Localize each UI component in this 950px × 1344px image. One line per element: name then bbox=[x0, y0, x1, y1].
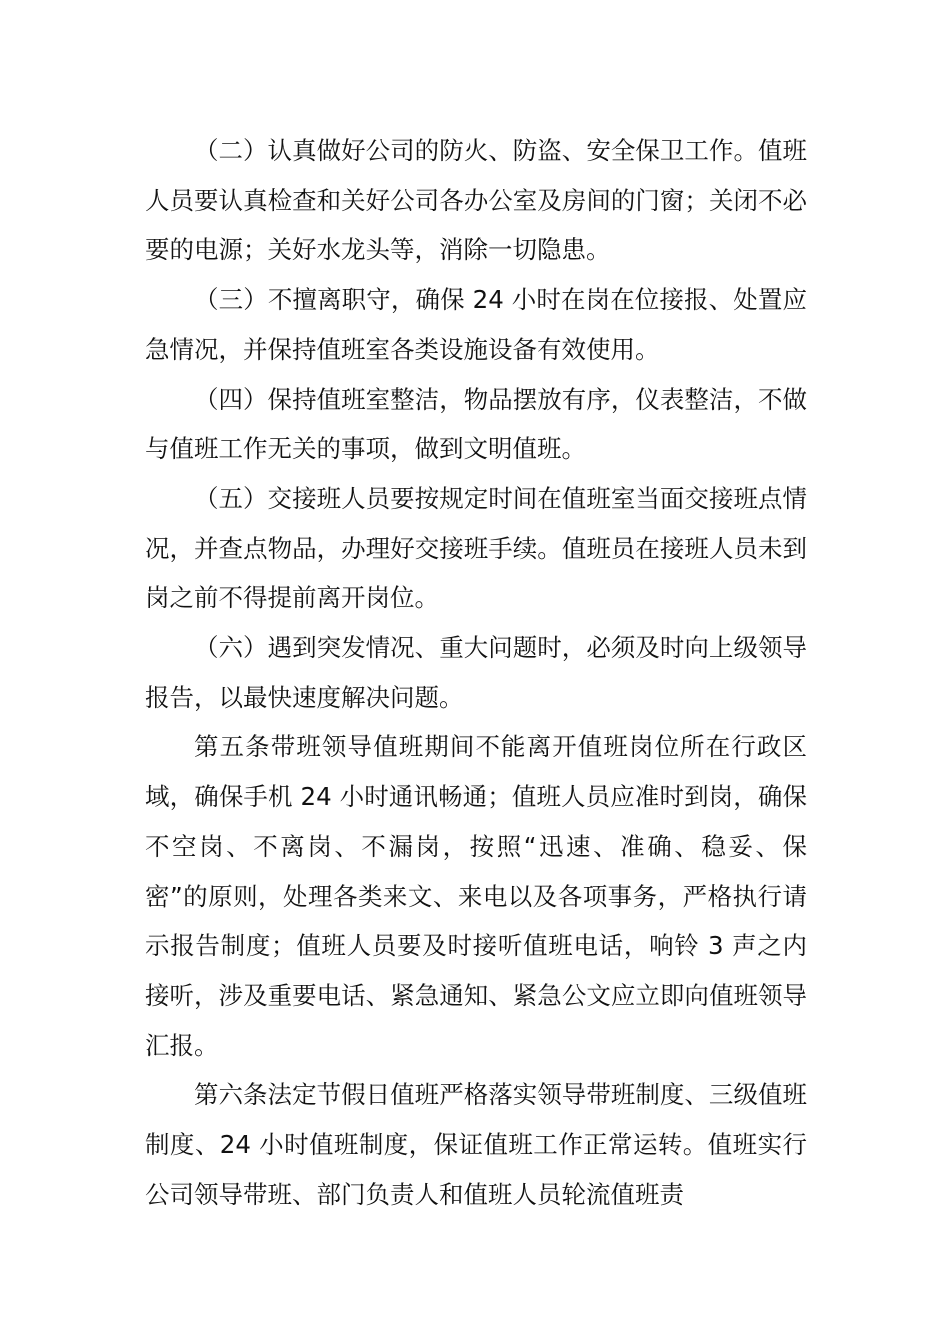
paragraph-item-2: （二）认真做好公司的防火、防盗、安全保卫工作。值班人员要认真检查和关好公司各办公室及房间的门窗；关闭不必要的电源；关好水龙头等，消除一切隐患。 bbox=[145, 136, 807, 265]
document-body bbox=[145, 126, 807, 1219]
paragraph-item-3: （三）不擅离职守，确保 24 小时在岗在位接报、处置应急情况，并保持值班室各类设施设备有效使用。 bbox=[145, 285, 807, 364]
paragraph-item-4: （四）保持值班室整洁，物品摆放有序，仪表整洁，不做与值班工作无关的事项，做到文明值班。 bbox=[145, 384, 807, 464]
paragraph-item-6: （六）遇到突发情况、重大问题时，必须及时向上级领导报告，以最快速度解决问题。 bbox=[145, 633, 807, 712]
paragraph-article-5: 第五条带班领导值班期间不能离开值班岗位所在行政区域，确保手机 24 小时通讯畅通；值班人员应准时到岗，确保不空岗、不离岗、不漏岗，按照“迅速、准确、稳妥、保密”的原则，处理各类来文、来电以及各项事务，严格执行请示报告制度；值班人员要及时接听值班电话，响铃 3 声之内接听，涉及重要电话、紧急通知、紧急公文应立即向值班领导汇报。 bbox=[145, 732, 807, 1060]
paragraph-article-6: 第六条法定节假日值班严格落实领导带班制度、三级值班制度、24 小时值班制度，保证值班工作正常运转。值班实行公司领导带班、部门负责人和值班人员轮流值班责 bbox=[145, 1080, 807, 1209]
paragraph-item-5: （五）交接班人员要按规定时间在值班室当面交接班点情况，并查点物品，办理好交接班手续。值班员在接班人员未到岗之前不得提前离开岗位。 bbox=[145, 483, 807, 613]
